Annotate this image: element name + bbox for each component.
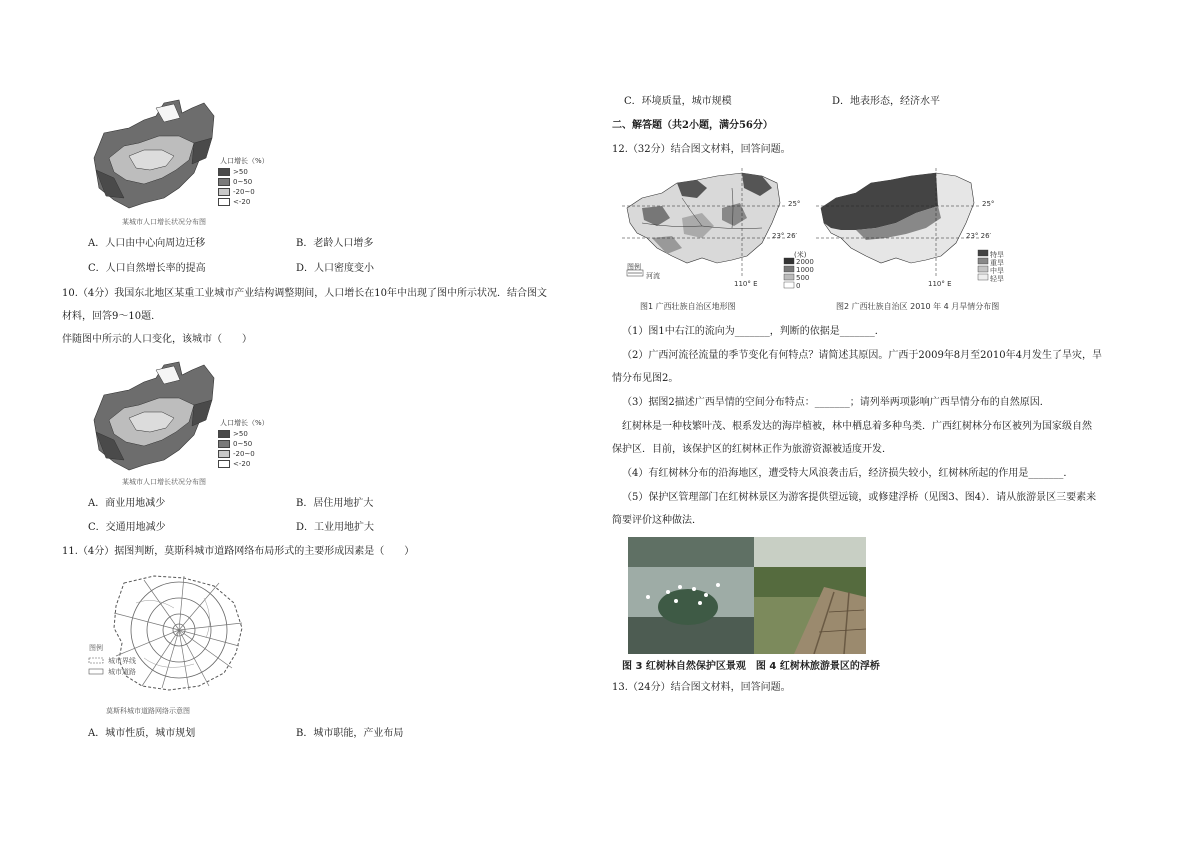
legend-road-swatch [89, 669, 103, 674]
population-growth-map-2 [84, 360, 284, 490]
photo-caption: 图 3 红树林自然保护区景观 图 4 红树林旅游景区的浮桥 [622, 661, 880, 672]
legend-border-swatch [89, 658, 103, 663]
fig1-caption: 图1 广西壮族自治区地形图 [640, 302, 736, 311]
fig1-legend-title: 图例 [627, 263, 641, 271]
q9-option-a: A．人口由中心向周边迁移 [88, 238, 206, 249]
q10-stem-line2: 材料，回答9～10题． [62, 311, 162, 322]
drought-swatch-moderate [978, 266, 988, 272]
fig1-lat-23: 23° 26′ [772, 232, 798, 240]
q10-option-a: A．商业用地减少 [88, 498, 166, 509]
fig2-legend-severe: 重旱 [990, 259, 1004, 267]
section-title: 二、解答题（共2小题，满分56分） [612, 120, 773, 131]
legend-item: <-20 [218, 460, 250, 468]
q10-option-c: C．交通用地减少 [88, 522, 166, 533]
guangxi-terrain-map [622, 168, 812, 296]
drought-swatch-extreme [978, 250, 988, 256]
fig1-elev-0: 0 [796, 282, 801, 290]
fig2-legend-moderate: 中旱 [990, 267, 1004, 275]
fig2-legend-extreme: 特旱 [990, 251, 1004, 259]
drought-swatch-light [978, 274, 988, 280]
elev-swatch-0 [784, 282, 794, 288]
elev-swatch-1000 [784, 266, 794, 272]
q9-option-d: D．人口密度变小 [296, 263, 375, 274]
fig1-legend-river: 河流 [646, 272, 660, 280]
fig2-caption: 图2 广西壮族自治区 2010 年 4 月旱情分布图 [836, 302, 1000, 311]
q12-part4: （4）有红树林分布的沿海地区，遭受特大风浪袭击后，经济损失较小，红树林所起的作用是_______． [622, 468, 1074, 479]
q12-part3: （3）据图2描述广西旱情的空间分布特点：_______；请列举两项影响广西旱情分布的自然原因． [622, 397, 1050, 408]
fig2-lat-23: 23° 26′ [966, 232, 992, 240]
q10-option-b: B．居住用地扩大 [296, 498, 374, 509]
legend-label-road: 城市道路 [108, 668, 136, 676]
map-caption: 某城市人口增长状况分布图 [122, 478, 206, 486]
elev-swatch-500 [784, 274, 794, 280]
q13-intro: 13.（24分）结合图文材料，回答问题。 [612, 682, 791, 693]
legend-item: -20~0 [218, 450, 255, 458]
legend-item: 0~50 [218, 178, 252, 186]
fig1-elev-unit: (米) [794, 251, 807, 259]
q12-material-line1: 红树林是一种枝繁叶茂、根系发达的海岸植被，林中栖息着多种鸟类．广西红树林分布区被列为国家级自然 [622, 421, 1092, 432]
q12-part2-line1: （2）广西河流径流量的季节变化有何特点？请简述其原因。广西于2009年8月至2010年4月发生了旱灾，旱 [622, 350, 1102, 361]
q12-intro: 12.（32分）结合图文材料，回答问题。 [612, 144, 791, 155]
legend-item: >50 [218, 168, 248, 176]
fig2-lon-110: 110° E [928, 280, 952, 288]
q10-stem-line1: 10.（4分）我国东北地区某重工业城市产业结构调整期间，人口增长在10年中出现了图中所示状况．结合图文 [62, 288, 547, 299]
moscow-map-graphic [84, 568, 254, 718]
fig2-lat-25: 25° [982, 200, 995, 208]
fig1-elev-500: 500 [796, 274, 810, 282]
fig1-lat-25: 25° [788, 200, 801, 208]
guangxi-drought-map [816, 168, 1006, 296]
legend-item: >50 [218, 430, 248, 438]
q12-part2-line2: 情分布见图2。 [612, 373, 679, 384]
q11-stem: 11.（4分）据图判断，莫斯科城市道路网络布局形式的主要形成因素是（ ） [62, 546, 415, 557]
population-growth-map-1 [84, 98, 284, 228]
q11-option-b: B．城市职能，产业布局 [296, 728, 404, 739]
q9-option-b: B．老龄人口增多 [296, 238, 374, 249]
elev-swatch-2000 [784, 258, 794, 264]
mangrove-photo-graphic [628, 537, 754, 654]
legend-item: -20~0 [218, 188, 255, 196]
legend-label-border: 城市界线 [108, 657, 136, 665]
q10-option-d: D．工业用地扩大 [296, 522, 375, 533]
q12-part5-line2: 简要评价这种做法． [612, 515, 702, 526]
q11-option-a: A．城市性质，城市规划 [88, 728, 196, 739]
fig2-legend-light: 轻旱 [990, 275, 1004, 283]
map-caption: 莫斯科城市道路网络示意图 [106, 707, 190, 715]
fig1-elev-2000: 2000 [796, 258, 814, 266]
bridge-photo-graphic [754, 537, 866, 654]
legend-title: 人口增长（%） [220, 157, 269, 165]
legend-item: 0~50 [218, 440, 252, 448]
drought-swatch-severe [978, 258, 988, 264]
map-caption: 某城市人口增长状况分布图 [122, 218, 206, 226]
q12-material-line2: 保护区．目前，该保护区的红树林正作为旅游资源被适度开发． [612, 444, 892, 455]
q11-option-c: C．环境质量，城市规模 [624, 96, 732, 107]
legend-title: 人口增长（%） [220, 419, 269, 427]
q12-part5-line1: （5）保护区管理部门在红树林景区为游客提供望远镜，或修建浮桥（见图3、图4）．请从旅游景区三要素来 [622, 492, 1097, 503]
floating-bridge-photo [754, 537, 866, 654]
fig1-elev-1000: 1000 [796, 266, 814, 274]
q11-option-d: D．地表形态，经济水平 [832, 96, 941, 107]
fig1-lon-110: 110° E [734, 280, 758, 288]
legend-item: <-20 [218, 198, 250, 206]
moscow-road-network-map [84, 568, 254, 718]
legend-title: 图例 [89, 644, 103, 652]
q9-option-c: C．人口自然增长率的提高 [88, 263, 206, 274]
mangrove-reserve-photo [628, 537, 754, 654]
q10-stem-line3: 伴随图中所示的人口变化，该城市（ ） [62, 334, 252, 345]
q12-part1: （1）图1中右江的流向为_______，判断的依据是_______． [622, 326, 885, 337]
